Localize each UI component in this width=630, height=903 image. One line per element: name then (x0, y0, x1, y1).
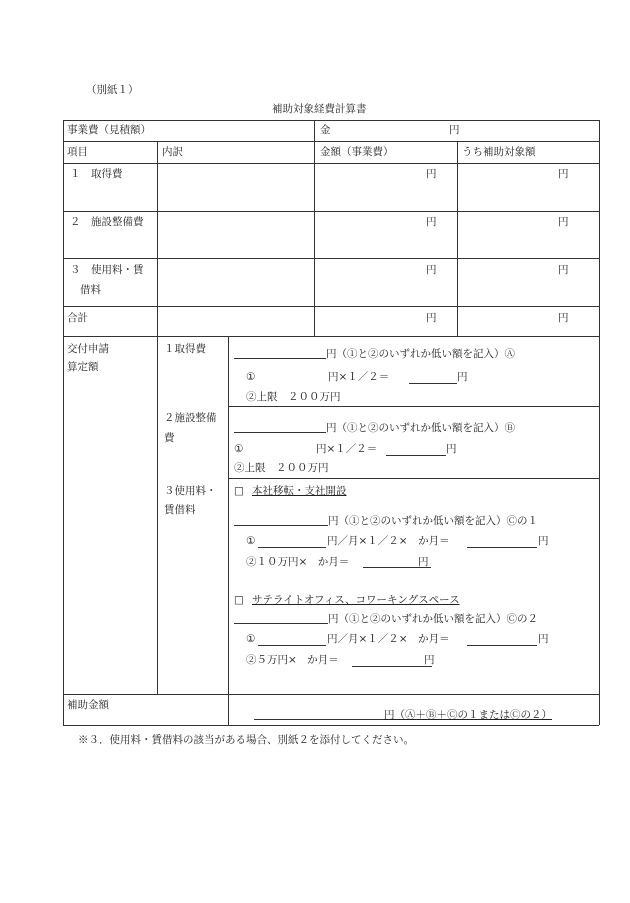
subsidy-label: 補助金額 (67, 699, 109, 711)
satellite-office-line2-yen: 円 (424, 654, 435, 666)
grant-label-line2: 算定額 (67, 361, 99, 373)
satellite-office-line1-yen: 円 (538, 633, 549, 645)
satellite-office-monthly-field[interactable] (258, 645, 326, 646)
grant-facility-result-field[interactable] (386, 455, 446, 456)
grant-acquisition-line1-num: ① (246, 371, 256, 383)
annex-label: （別紙１） (86, 84, 139, 96)
grant-acquisition-amount-field[interactable] (234, 358, 326, 359)
total-eligible-yen: 円 (558, 312, 569, 324)
satellite-office-cap-field[interactable] (352, 666, 432, 667)
hq-relocation-line1-num: ① (246, 535, 256, 547)
grant-facility-line1-yen: 円 (446, 443, 457, 455)
satellite-office-label: サテライトオフィス、コワーキングスペース (252, 594, 460, 606)
hq-relocation-line1-yen: 円 (538, 535, 549, 547)
project-cost-label: 事業費（見積額） (67, 124, 151, 136)
hq-relocation-header: 円（①と②のいずれか低い額を記入）Ⓒの１ (328, 515, 538, 527)
column-header-amount: 金額（事業費） (320, 146, 394, 158)
grant-acquisition-line1-formula: 円×１／２＝ (328, 371, 390, 383)
grant-acquisition-line1-yen: 円 (457, 371, 468, 383)
column-header-item: 項目 (67, 146, 88, 158)
satellite-office-line2: ②５万円× か月＝ (246, 654, 339, 666)
hq-relocation-line1-formula: 円／月×１／２× か月＝ (327, 535, 450, 547)
grant-acquisition-cap: ②上限 ２００万円 (246, 391, 341, 403)
row-facility-amount-yen: 円 (426, 216, 437, 228)
grant-facility-amount-field[interactable] (234, 432, 326, 433)
grant-acquisition-header: 円（①と②のいずれか低い額を記入）Ⓐ (326, 348, 515, 360)
total-amount-yen: 円 (426, 312, 437, 324)
row-acquisition-eligible-yen: 円 (558, 168, 569, 180)
row-facility-eligible-yen: 円 (558, 216, 569, 228)
grant-rent-label-line1: ３使用料・ (164, 485, 217, 497)
total-label: 合計 (67, 312, 88, 324)
hq-relocation-line2-yen: 円 (418, 556, 429, 568)
grant-facility-label-line1: ２施設整備 (164, 412, 217, 424)
hq-relocation-amount-field[interactable] (234, 525, 328, 526)
summary-yen-unit: 円 (449, 124, 460, 136)
footnote: ※３．使用料・賃借料の該当がある場合、別紙２を添付してください。 (78, 734, 414, 746)
grant-facility-line1-num: ① (234, 443, 244, 455)
column-header-eligible: うち補助対象額 (462, 146, 536, 158)
grant-acquisition-result-field[interactable] (409, 383, 457, 384)
hq-relocation-monthly-field[interactable] (258, 547, 326, 548)
hq-relocation-line2: ②１０万円× か月＝ (246, 556, 350, 568)
row-rent-amount-yen: 円 (426, 264, 437, 276)
grant-facility-header: 円（①と②のいずれか低い額を記入）Ⓑ (326, 422, 515, 434)
satellite-office-amount-field[interactable] (234, 623, 328, 624)
satellite-office-header: 円（①と②のいずれか低い額を記入）Ⓒの２ (328, 613, 538, 625)
row-rent-eligible-yen: 円 (558, 264, 569, 276)
hq-relocation-checkbox[interactable]: □ (234, 485, 244, 497)
row-acquisition-amount-yen: 円 (426, 168, 437, 180)
subsidy-formula: 円（Ⓐ＋Ⓑ＋Ⓒの１またはⒸの２） (384, 709, 552, 721)
row-rent-label-line2: 借料 (80, 284, 101, 296)
satellite-office-checkbox[interactable]: □ (234, 594, 244, 606)
satellite-office-result-field[interactable] (467, 645, 537, 646)
grant-label-line1: 交付申請 (67, 343, 109, 355)
hq-relocation-result-field[interactable] (467, 547, 537, 548)
grant-facility-line1-formula: 円×１／２＝ (316, 443, 378, 455)
hq-relocation-label: 本社移転・支社開設 (252, 485, 347, 497)
row-rent-label-line1: ３ 使用料・賃 (70, 264, 144, 276)
amount-prefix: 金 (320, 124, 331, 136)
grant-facility-label-line2: 費 (164, 432, 175, 444)
satellite-office-line1-num: ① (246, 633, 256, 645)
grant-facility-cap: ②上限 ２００万円 (234, 462, 329, 474)
grant-rent-label-line2: 賃借料 (164, 504, 196, 516)
satellite-office-line1-formula: 円／月×１／２× か月＝ (327, 633, 450, 645)
row-facility-label: ２ 施設整備費 (70, 216, 144, 228)
document-title: 補助対象経費計算書 (272, 103, 367, 115)
grant-acquisition-label: １取得費 (164, 343, 206, 355)
subsidy-amount-field[interactable] (254, 719, 384, 720)
row-acquisition-label: １ 取得費 (70, 168, 123, 180)
column-header-breakdown: 内訳 (162, 146, 183, 158)
